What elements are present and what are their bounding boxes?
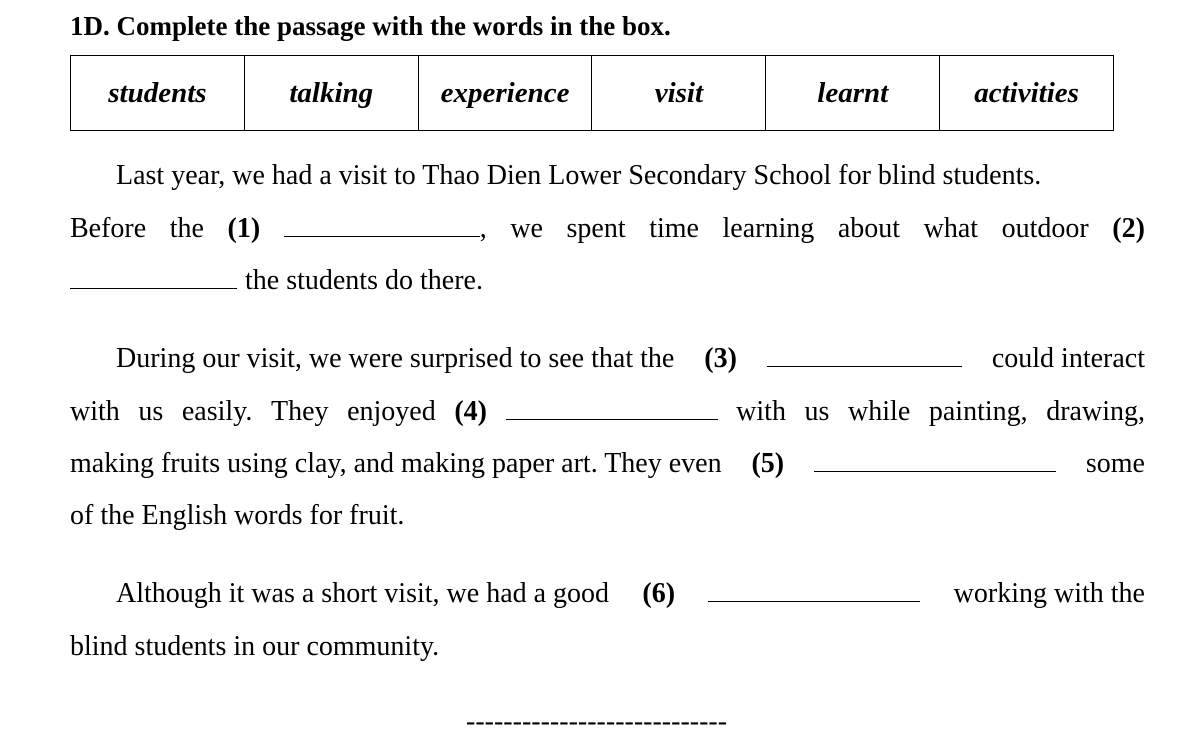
blank-1-group xyxy=(284,203,487,255)
word: outdoor xyxy=(1001,213,1089,244)
word-box-item: visit xyxy=(592,56,766,131)
text: working with the xyxy=(953,578,1145,609)
blank-number-5: (5) xyxy=(751,448,785,479)
text: the students do there. xyxy=(245,265,483,296)
text: Although it was a short visit, we had a good xyxy=(116,578,610,609)
text: some xyxy=(1085,448,1145,479)
word: easily. xyxy=(181,396,253,427)
exercise-title: 1D. Complete the passage with the words in the box. xyxy=(70,11,671,41)
blank-5[interactable] xyxy=(814,449,1056,472)
word: while xyxy=(848,396,911,427)
paragraph1-line2 xyxy=(70,203,1145,255)
blank-number-3: (3) xyxy=(704,343,737,374)
blank-number-2: (2) xyxy=(1112,213,1145,244)
paragraph2-line2 xyxy=(70,386,1145,438)
word: with xyxy=(736,396,786,427)
paragraph2-line1 xyxy=(116,333,1145,385)
blank-number-6: (6) xyxy=(642,578,676,609)
word: spent xyxy=(566,213,626,244)
text: making fruits using clay, and making paper art. They even xyxy=(70,448,722,479)
word-box-item: students xyxy=(71,56,245,131)
text: blind students in our community. xyxy=(70,631,440,662)
text: could interact xyxy=(991,343,1145,374)
paragraph2-line4 xyxy=(70,490,1145,542)
word-box-item: activities xyxy=(940,56,1114,131)
blank-2[interactable] xyxy=(70,266,237,289)
blank-6[interactable] xyxy=(708,579,920,602)
blank-3[interactable] xyxy=(767,344,962,367)
paragraph3-line2 xyxy=(70,621,1145,673)
word-box-item: experience xyxy=(418,56,592,131)
word: Before xyxy=(70,213,147,244)
word: time xyxy=(649,213,699,244)
paragraph1-line3 xyxy=(70,255,1145,307)
blank-number-1: (1) xyxy=(227,213,261,244)
word: we xyxy=(510,213,543,244)
paragraph3-line1 xyxy=(116,568,1145,620)
blank-4[interactable] xyxy=(506,397,718,420)
paragraph2-line3 xyxy=(70,438,1145,490)
text: Last year, we had a visit to Thao Dien Lower Secondary School for blind students. xyxy=(116,160,1042,191)
word: the xyxy=(169,213,204,244)
blank-number-4: (4) xyxy=(454,396,487,427)
comma: , xyxy=(479,213,487,244)
paragraph1-line1 xyxy=(116,150,1145,202)
word: us xyxy=(804,396,830,427)
text: During our visit, we were surprised to see that the xyxy=(116,343,675,374)
text: of the English words for fruit. xyxy=(70,500,405,531)
word-box xyxy=(70,55,1114,131)
word-box-item: learnt xyxy=(766,56,940,131)
end-divider: ---------------------------- xyxy=(466,706,728,737)
word-box-item: talking xyxy=(244,56,418,131)
word: enjoyed xyxy=(347,396,436,427)
word: what xyxy=(923,213,979,244)
word: They xyxy=(270,396,329,427)
word: us xyxy=(138,396,164,427)
word: painting, xyxy=(928,396,1028,427)
blank-1[interactable] xyxy=(284,214,480,237)
word: learning xyxy=(722,213,815,244)
word: with xyxy=(70,396,120,427)
word: drawing, xyxy=(1046,396,1145,427)
word: about xyxy=(837,213,901,244)
